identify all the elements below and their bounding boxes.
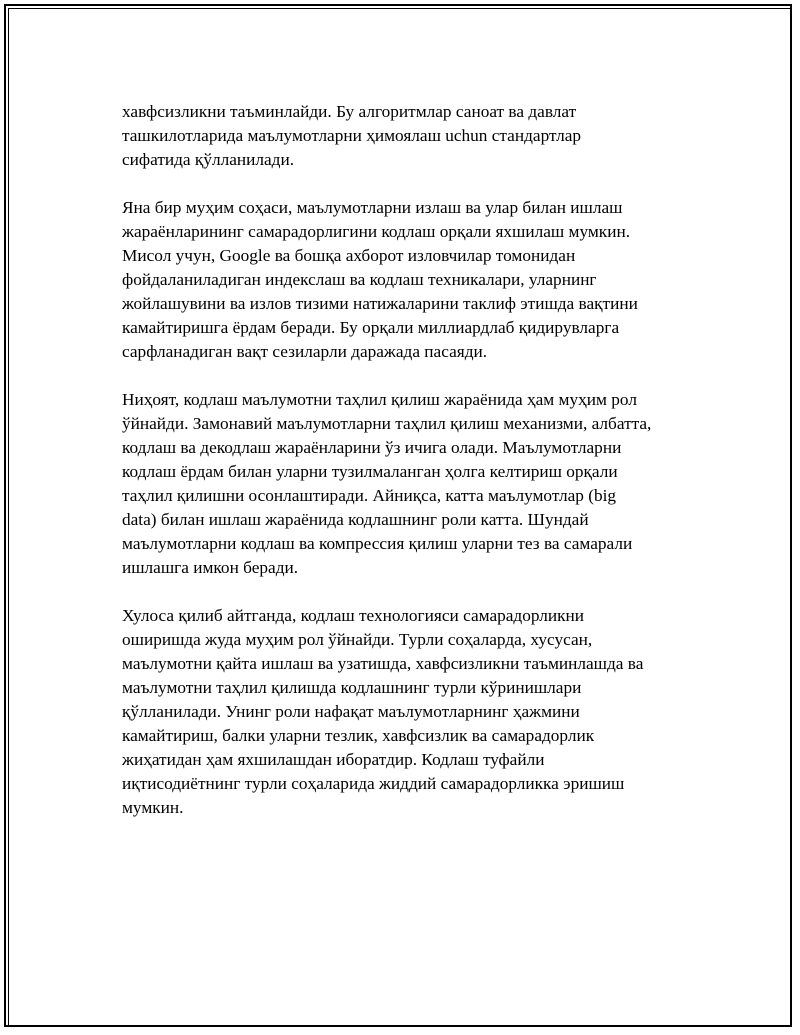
- text-line: жараёнларининг самарадорлигини кодлаш орқали яхшилаш мумкин.: [122, 222, 631, 241]
- paragraph-2: [122, 196, 712, 364]
- text-line: жиҳатидан ҳам яхшилашдан иборатдир. Кодлаш туфайли: [122, 750, 545, 769]
- text-line: маълумотни таҳлил қилишда кодлашнинг турли кўринишлари: [122, 678, 582, 697]
- paragraph-3: [122, 388, 712, 580]
- text-line: таҳлил қилишни осонлаштиради. Айниқса, катта маълумотлар (big: [122, 486, 617, 505]
- text-line: data) билан ишлаш жараёнида кодлашнинг роли катта. Шундай: [122, 510, 589, 529]
- paragraph-4: [122, 604, 712, 820]
- text-line: ўйнайди. Замонавий маълумотларни таҳлил қилиш механизми, албатта,: [122, 414, 652, 433]
- text-line: маълумотларни кодлаш ва компрессия қилиш уларни тез ва самарали: [122, 534, 633, 553]
- paragraph-1: [122, 100, 712, 172]
- text-line: сифатида қўлланилади.: [122, 150, 295, 169]
- document-body: [122, 100, 712, 844]
- text-line: иқтисодиётнинг турли соҳаларида жиддий самарадорликка эришиш: [122, 774, 625, 793]
- text-line: фойдаланиладиган индекслаш ва кодлаш техникалари, уларнинг: [122, 270, 597, 289]
- text-line: камайтиришга ёрдам беради. Бу орқали миллиардлаб қидирувларга: [122, 318, 620, 337]
- text-line: оширишда жуда муҳим рол ўйнайди. Турли соҳаларда, хусусан,: [122, 630, 593, 649]
- text-line: Хулоса қилиб айтганда, кодлаш технологияси самарадорликни: [122, 606, 585, 625]
- text-line: хавфсизликни таъминлайди. Бу алгоритмлар саноат ва давлат: [122, 102, 577, 121]
- text-line: маълумотни қайта ишлаш ва узатишда, хавфсизликни таъминлашда ва: [122, 654, 644, 673]
- document-page: [4, 4, 792, 1027]
- text-line: жойлашувини ва излов тизими натижаларини таклиф этишда вақтини: [122, 294, 638, 313]
- text-line: камайтириш, балки уларни тезлик, хавфсизлик ва самарадорлик: [122, 726, 595, 745]
- text-line: ишлашга имкон беради.: [122, 558, 299, 577]
- text-line: кодлаш ва декодлаш жараёнларини ўз ичига олади. Маълумотларни: [122, 438, 622, 457]
- text-line: қўлланилади. Унинг роли нафақат маълумотларнинг ҳажмини: [122, 702, 580, 721]
- text-line: мумкин.: [122, 798, 184, 817]
- text-line: ташкилотларида маълумотларни ҳимоялаш uchun стандартлар: [122, 126, 582, 145]
- text-line: Ниҳоят, кодлаш маълумотни таҳлил қилиш жараёнида ҳам муҳим рол: [122, 390, 637, 409]
- text-line: Яна бир муҳим соҳаси, маълумотларни излаш ва улар билан ишлаш: [122, 198, 623, 217]
- text-line: кодлаш ёрдам билан уларни тузилмаланган ҳолга келтириш орқали: [122, 462, 618, 481]
- text-line: сарфланадиган вақт сезиларли даражада пасаяди.: [122, 342, 488, 361]
- text-line: Мисол учун, Google ва бошқа ахборот изловчилар томонидан: [122, 246, 576, 265]
